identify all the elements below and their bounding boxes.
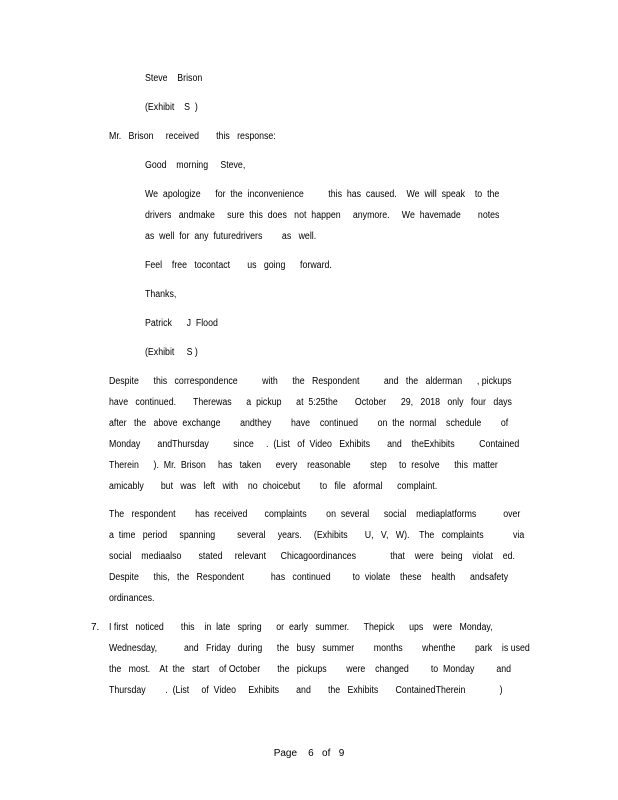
reply-body-line: drivers andmake sure this does not happen anymore. We havemade notes — [145, 210, 500, 221]
item-7-line: Thursday . (List of Video Exhibits and the Exhibits ContainedTherein ) — [109, 685, 503, 696]
paragraph-respondent-line: a time period spanning several years. (Exhibits U, V, W). The complaints via — [109, 530, 525, 541]
paragraph-despite-line: amicably but was left with no choicebut to file aformal complaint. — [109, 481, 438, 492]
paragraph-respondent-line: Despite this, the Respondent has continued to violate these health andsafety — [109, 572, 509, 583]
item-7-line: Wednesday, and Friday during the busy summer months whenthe park is used — [109, 643, 530, 654]
paragraph-respondent-line: social mediaalso stated relevant Chicagoordinances that were being violat ed. — [109, 551, 515, 562]
signature-name: Steve Brison — [145, 73, 203, 84]
paragraph-despite-line: Therein ). Mr. Brison has taken every reasonable step to resolve this matter — [109, 460, 498, 471]
paragraph-respondent-line: ordinances. — [109, 593, 155, 604]
item-7-line: I first noticed this in late spring or early summer. Thepick ups were Monday, — [109, 622, 493, 633]
reply-greeting: Good morning Steve, — [145, 160, 246, 171]
paragraph-despite-line: Monday andThursday since . (List of Video Exhibits and theExhibits Contained — [109, 439, 520, 450]
reply-signature-name: Patrick J Flood — [145, 318, 218, 329]
paragraph-despite-line: after the above exchange andthey have continued on the normal schedule of — [109, 418, 509, 429]
reply-closing: Thanks, — [145, 289, 177, 300]
item-7-line: the most. At the start of October the pickups were changed to Monday and — [109, 664, 512, 675]
reply-body-line: as well for any futuredrivers as well. — [145, 231, 317, 242]
item-number: 7. — [91, 622, 100, 633]
reply-exhibit: (Exhibit S ) — [145, 347, 198, 358]
page-footer: Page 6 of 9 — [273, 748, 345, 759]
reply-body-line: We apologize for the inconvenience this has caused. We will speak to the — [145, 189, 500, 200]
signature-exhibit: (Exhibit S ) — [145, 102, 198, 113]
paragraph-respondent-line: The respondent has received complaints on several social mediaplatforms over — [109, 509, 521, 520]
paragraph-despite-line: have continued. Therewas a pickup at 5:25the October 29, 2018 only four days — [109, 397, 512, 408]
reply-contact: Feel free tocontact us going forward. — [145, 260, 332, 271]
paragraph-despite-line: Despite this correspondence with the Respondent and the alderman , pickups — [109, 376, 512, 387]
intro-line: Mr. Brison received this response: — [109, 131, 276, 142]
